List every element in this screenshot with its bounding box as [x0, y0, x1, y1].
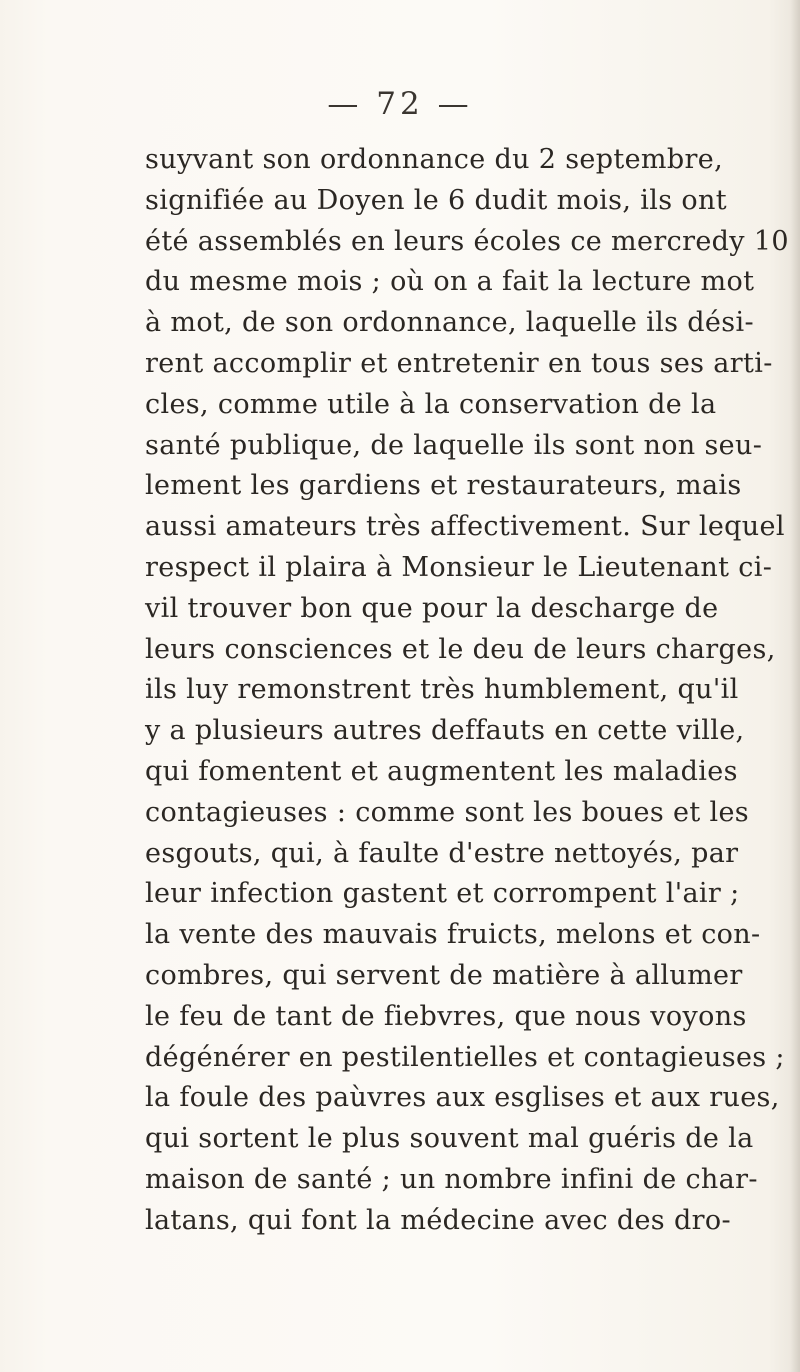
text-line: leur infection gastent et corrompent l'air ;: [145, 878, 740, 910]
text-line: cles, comme utile à la conservation de la: [145, 388, 717, 420]
text-line: qui sortent le plus souvent mal guéris de la: [145, 1123, 754, 1155]
page-edge-shadow: [790, 0, 800, 1372]
text-line: suyvant son ordonnance du 2 septembre,: [145, 144, 724, 175]
page-number-header: — 72 —: [327, 86, 473, 122]
text-line: le feu de tant de fiebvres, que nous voyons: [145, 1000, 747, 1032]
text-line: leurs consciences et le deu de leurs charges,: [145, 633, 776, 665]
text-line: respect il plaira à Monsieur le Lieutenant ci-: [145, 551, 773, 583]
text-line: maison de santé ; un nombre infini de char-: [145, 1163, 758, 1195]
text-line: du mesme mois ; où on a fait la lecture mot: [145, 266, 755, 298]
text-line: qui fomentent et augmentent les maladies: [145, 755, 738, 787]
text-line: contagieuses : comme sont les boues et les: [145, 796, 750, 828]
text-line: à mot, de son ordonnance, laquelle ils dési-: [145, 307, 754, 339]
text-line: la vente des mauvais fruicts, melons et con-: [145, 919, 761, 951]
body-text: [145, 140, 789, 1242]
text-line: dégénérer en pestilentielles et contagieuses ;: [145, 1041, 785, 1073]
text-line: ils luy remonstrent très humblement, qu'il: [145, 674, 739, 706]
text-line: la foule des paùvres aux esglises et aux rues,: [145, 1082, 780, 1114]
text-line: esgouts, qui, à faulte d'estre nettoyés, par: [145, 837, 739, 869]
text-line: été assemblés en leurs écoles ce mercredy 10: [145, 225, 789, 257]
text-line: santé publique, de laquelle ils sont non seu-: [145, 429, 763, 461]
text-line: signifiée au Doyen le 6 dudit mois, ils ont: [145, 184, 727, 216]
text-line: rent accomplir et entretenir en tous ses arti-: [145, 347, 773, 379]
text-line: combres, qui servent de matière à allumer: [145, 959, 743, 991]
text-line: y a plusieurs autres deffauts en cette ville,: [145, 715, 745, 747]
text-line: vil trouver bon que pour la descharge de: [145, 592, 719, 624]
text-line: lement les gardiens et restaurateurs, mais: [145, 470, 742, 502]
text-line: aussi amateurs très affectivement. Sur lequel: [145, 511, 785, 543]
text-line: latans, qui font la médecine avec des dro-: [145, 1204, 731, 1236]
